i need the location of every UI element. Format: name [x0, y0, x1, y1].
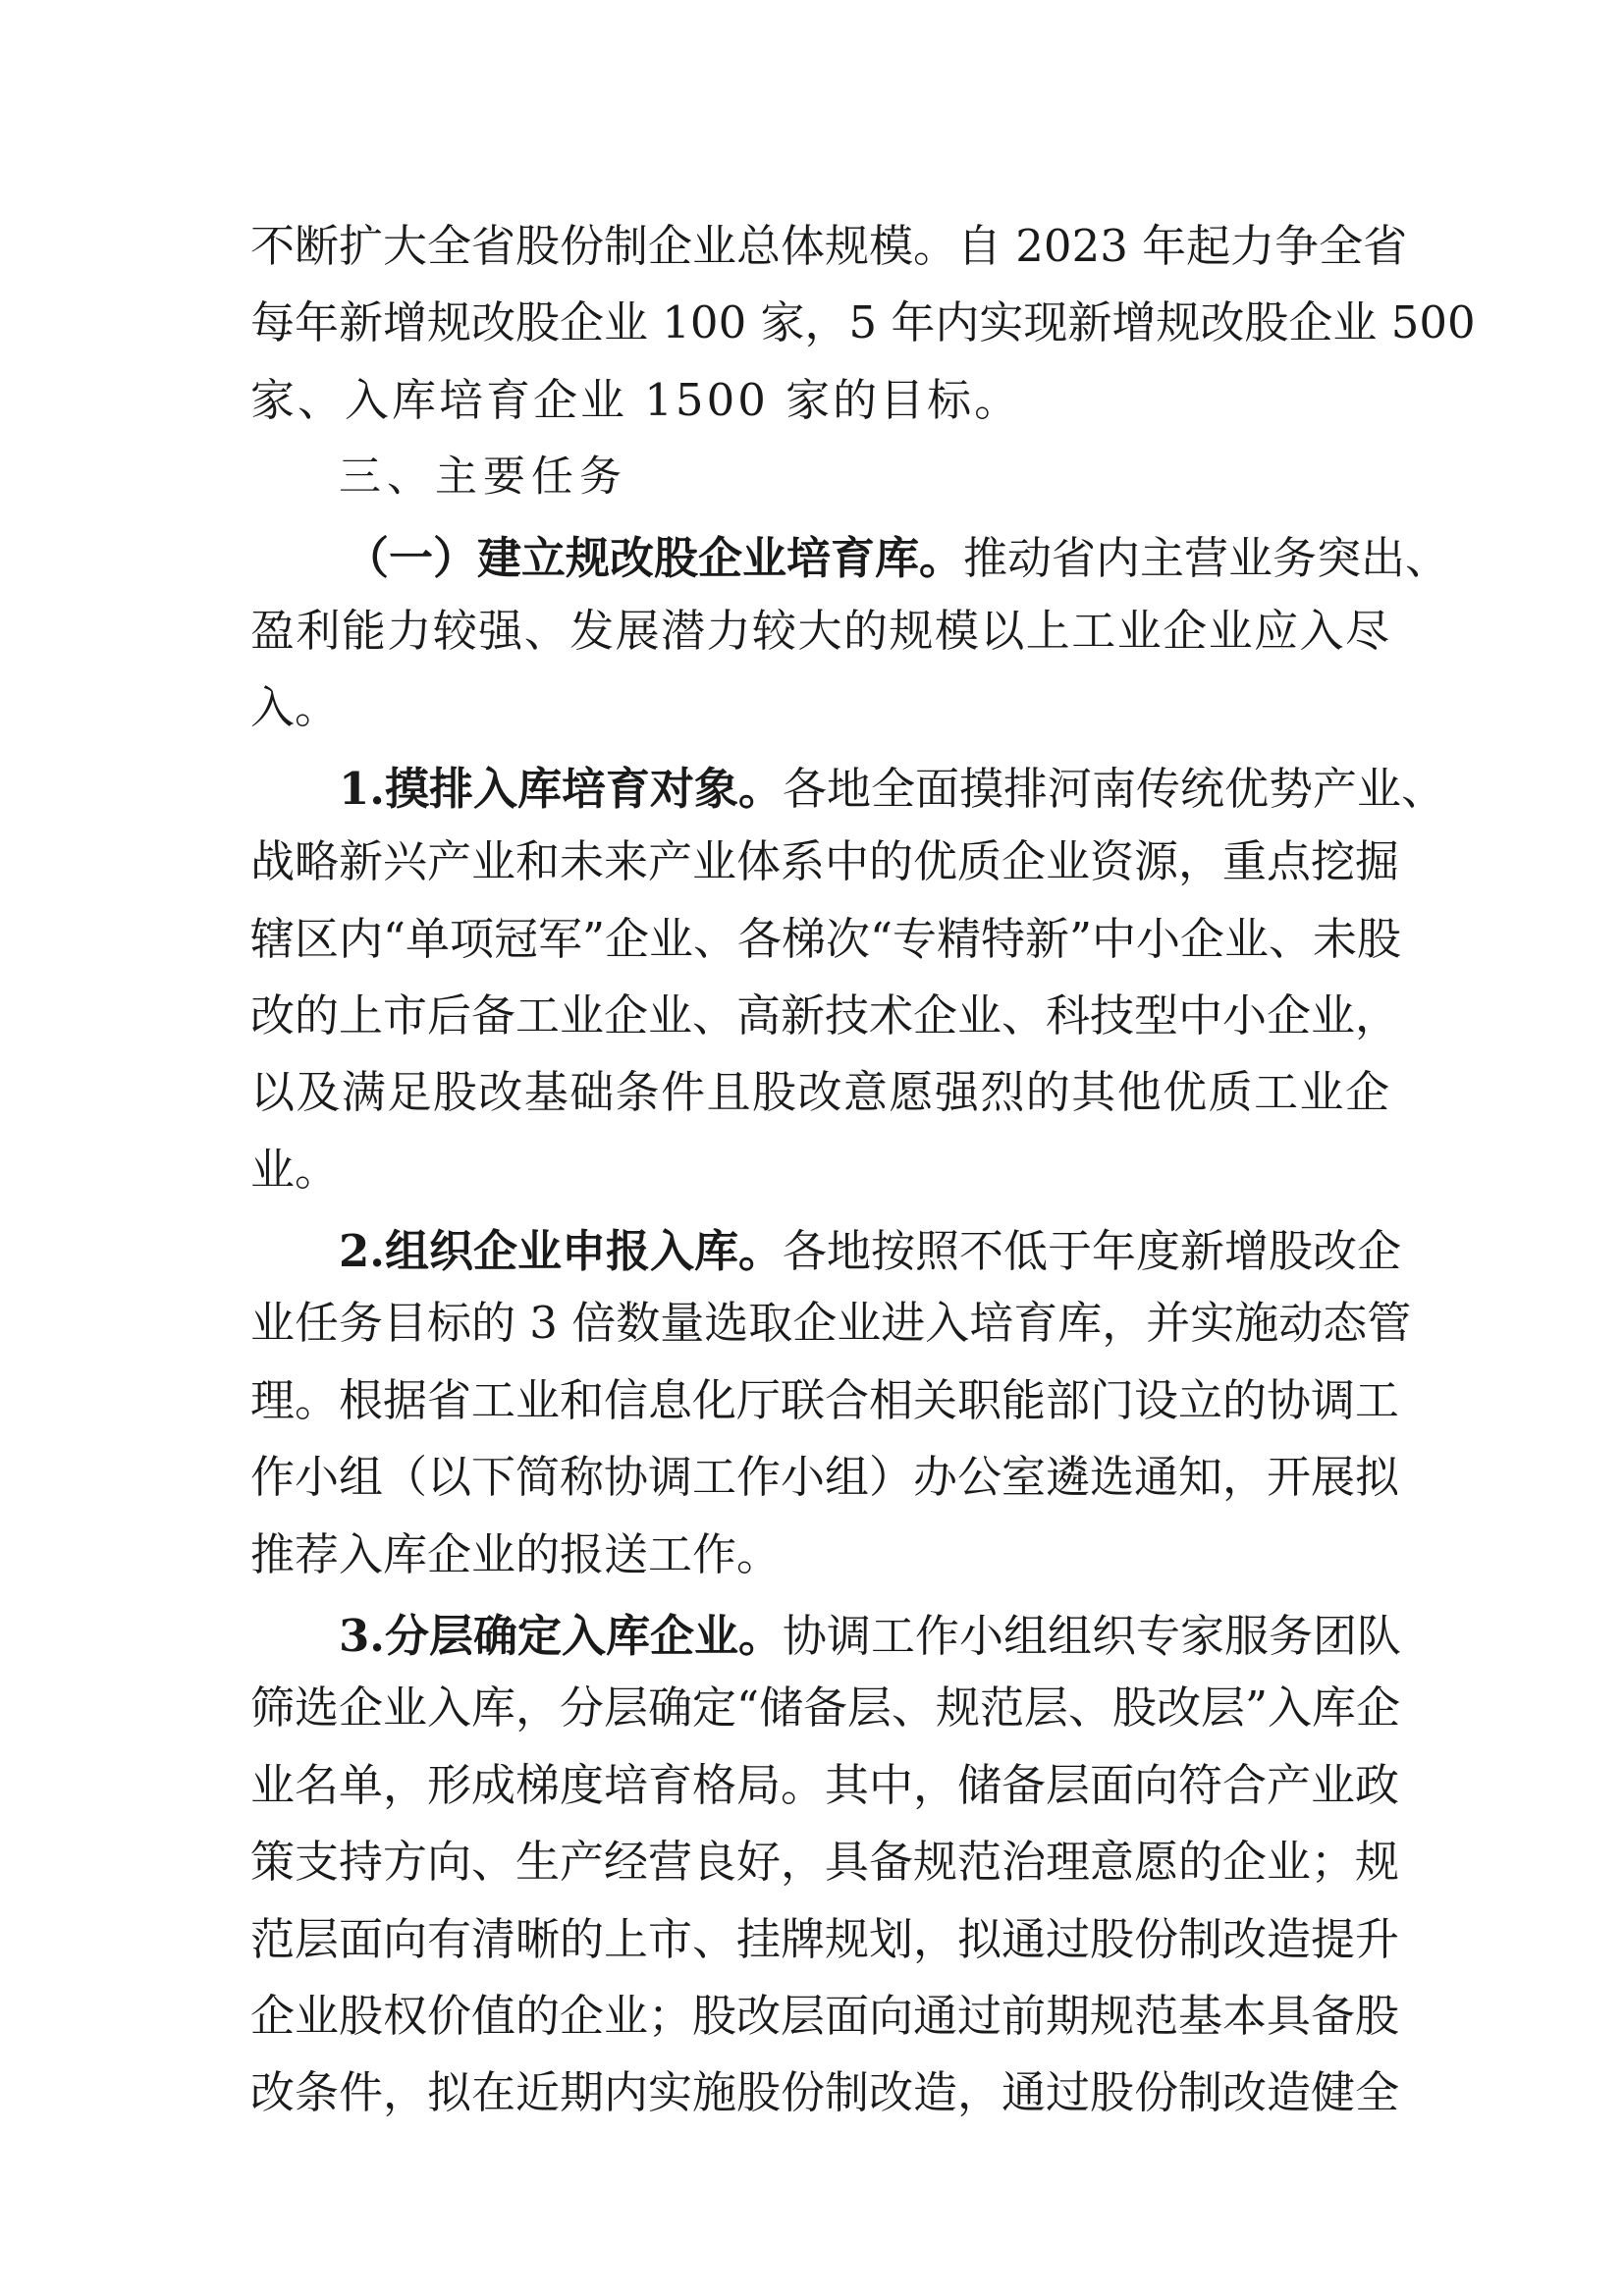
document-body: [250, 208, 1476, 2132]
paragraph-line: [250, 1285, 1412, 1362]
line-text: 改条件，拟在近期内实施股份制改造，通过股份制改造健全: [250, 2066, 1400, 2119]
line-text: 作小组（以下简称协调工作小组）办公室遴选通知，开展拟: [250, 1451, 1400, 1504]
line-text: 策支持方向、生产经营良好，具备规范治理意愿的企业；规: [250, 1836, 1400, 1889]
paragraph-line: [250, 1978, 1400, 2055]
line-text: 各地全面摸排河南传统优势产业、: [782, 763, 1445, 816]
line-text: 家、入库培育企业 1500 家的目标。: [250, 373, 1022, 426]
item-heading-line: [250, 747, 1445, 824]
paragraph-line: [250, 1362, 1400, 1439]
line-text: 推荐入库企业的报送工作。: [250, 1527, 782, 1580]
line-text: 改的上市后备工业企业、高新技术企业、科技型中小企业，: [250, 988, 1400, 1041]
line-text: 各地按照不低于年度新增股改企: [782, 1224, 1401, 1277]
section-heading: [250, 439, 1389, 515]
item-heading-line: [250, 1208, 1401, 1285]
paragraph-line: [250, 1747, 1400, 1824]
line-text: 入。: [250, 681, 340, 734]
section-title: 三、主要任务: [339, 453, 627, 503]
paragraph-line: [250, 1901, 1400, 1978]
paragraph-line: [250, 1824, 1400, 1900]
paragraph-line: [250, 901, 1402, 978]
line-text: 范层面向有清晰的上市、挂牌规划，拟通过股份制改造提升: [250, 1912, 1400, 1965]
paragraph-line: [250, 593, 1389, 669]
paragraph-line: [250, 1054, 1389, 1131]
line-text: 以及满足股改基础条件且股改意愿强烈的其他优质工业企: [250, 1066, 1389, 1119]
subsection-title: （一）建立规改股企业培育库。: [345, 532, 964, 585]
paragraph-line: [250, 1517, 1389, 1593]
paragraph-line: [250, 978, 1400, 1054]
item-title: 3.分层确定入库企业。: [339, 1609, 783, 1662]
line-text: 每年新增规改股企业 100 家，5 年内实现新增规改股企业 500: [250, 296, 1476, 349]
paragraph-line: [250, 362, 1389, 439]
subsection-heading-line: [250, 516, 1450, 593]
line-text: 辖区内“单项冠军”企业、各梯次“专精特新”中小企业、未股: [250, 912, 1402, 965]
item-title: 1.摸排入库培育对象。: [339, 763, 783, 816]
line-text: 推动省内主营业务突出、: [963, 532, 1450, 585]
line-text: 筛选企业入库，分层确定“储备层、规范层、股改层”入库企: [250, 1682, 1401, 1735]
paragraph-line: [250, 1670, 1401, 1746]
paragraph-line: [250, 2055, 1400, 2131]
line-text: 业。: [250, 1143, 340, 1196]
line-text: 理。根据省工业和信息化厅联合相关职能部门设立的协调工: [250, 1373, 1400, 1426]
line-text: 战略新兴产业和未来产业体系中的优质企业资源，重点挖掘: [250, 835, 1400, 888]
paragraph-line: [250, 285, 1476, 361]
paragraph-line: [250, 824, 1400, 900]
paragraph-line: [250, 1439, 1400, 1516]
paragraph-line: [250, 208, 1408, 285]
item-title: 2.组织企业申报入库。: [339, 1224, 783, 1277]
line-text: 盈利能力较强、发展潜力较大的规模以上工业企业应入尽: [250, 604, 1389, 657]
line-text: 不断扩大全省股份制企业总体规模。自 2023 年起力争全省: [250, 220, 1408, 272]
paragraph-line: [250, 669, 1389, 746]
line-text: 业任务目标的 3 倍数量选取企业进入培育库，并实施动态管: [250, 1297, 1412, 1350]
paragraph-line: [250, 1132, 1389, 1208]
line-text: 协调工作小组组织专家服务团队: [782, 1609, 1401, 1662]
line-text: 业名单，形成梯度培育格局。其中，储备层面向符合产业政: [250, 1758, 1400, 1811]
item-heading-line: [250, 1593, 1401, 1670]
line-text: 企业股权价值的企业；股改层面向通过前期规范基本具备股: [250, 1989, 1400, 2042]
